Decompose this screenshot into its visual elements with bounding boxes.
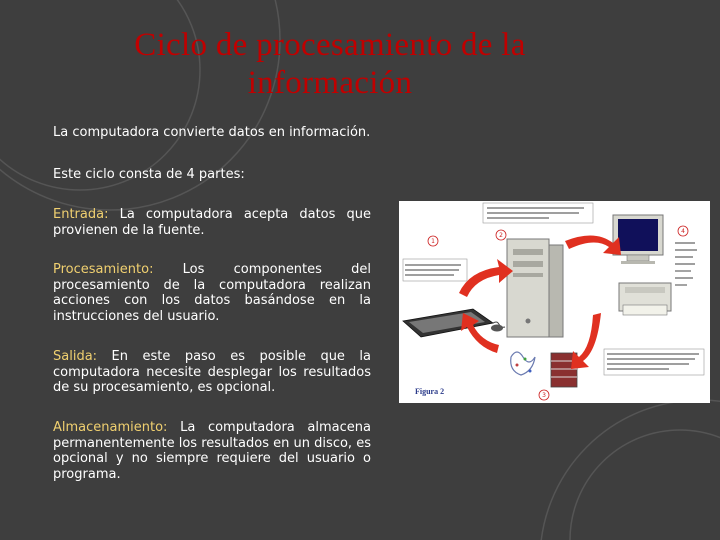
part-salida: [53, 349, 371, 396]
keyboard: [403, 309, 493, 337]
part-term: Salida:: [53, 349, 98, 364]
data-scatter: [511, 352, 535, 375]
note-box-bottom: [604, 349, 704, 375]
mouse: [491, 325, 503, 332]
parts-intro-text: Este ciclo consta de 4 partes:: [53, 167, 245, 182]
processing-cycle-figure: [399, 201, 710, 403]
slide-title: Ciclo de procesamiento de la información: [134, 27, 526, 101]
marker-3: 3: [542, 392, 546, 399]
monitor: [613, 215, 663, 264]
computer-tower: [507, 239, 563, 337]
part-term: Almacenamiento:: [53, 420, 168, 435]
part-text: La computadora acepta datos que provienen de la fuente.: [53, 207, 371, 238]
part-term: Entrada:: [53, 207, 109, 222]
part-text: En este paso es posible que la computadora necesite desplegar los resultados de su procesamiento, es opcional.: [53, 349, 371, 395]
part-procesamiento: [53, 262, 371, 324]
marker-4: 4: [681, 228, 685, 235]
part-text: La computadora almacena permanentemente los resultados en un disco, es opcional y no siempre requiere del usuario o programa.: [53, 420, 371, 482]
printer: [619, 283, 671, 315]
part-term: Procesamiento:: [53, 262, 154, 277]
marker-1: 1: [431, 238, 435, 245]
part-text: Los componentes del procesamiento de la computadora realizan acciones con los datos basándose en la instrucciones del usuario.: [53, 262, 371, 324]
part-almacenamiento: [53, 420, 371, 482]
intro-text: La computadora convierte datos en información.: [53, 125, 371, 140]
marker-2: 2: [499, 232, 503, 239]
part-entrada: [53, 207, 371, 238]
figure-caption: Figura 2: [415, 387, 445, 396]
